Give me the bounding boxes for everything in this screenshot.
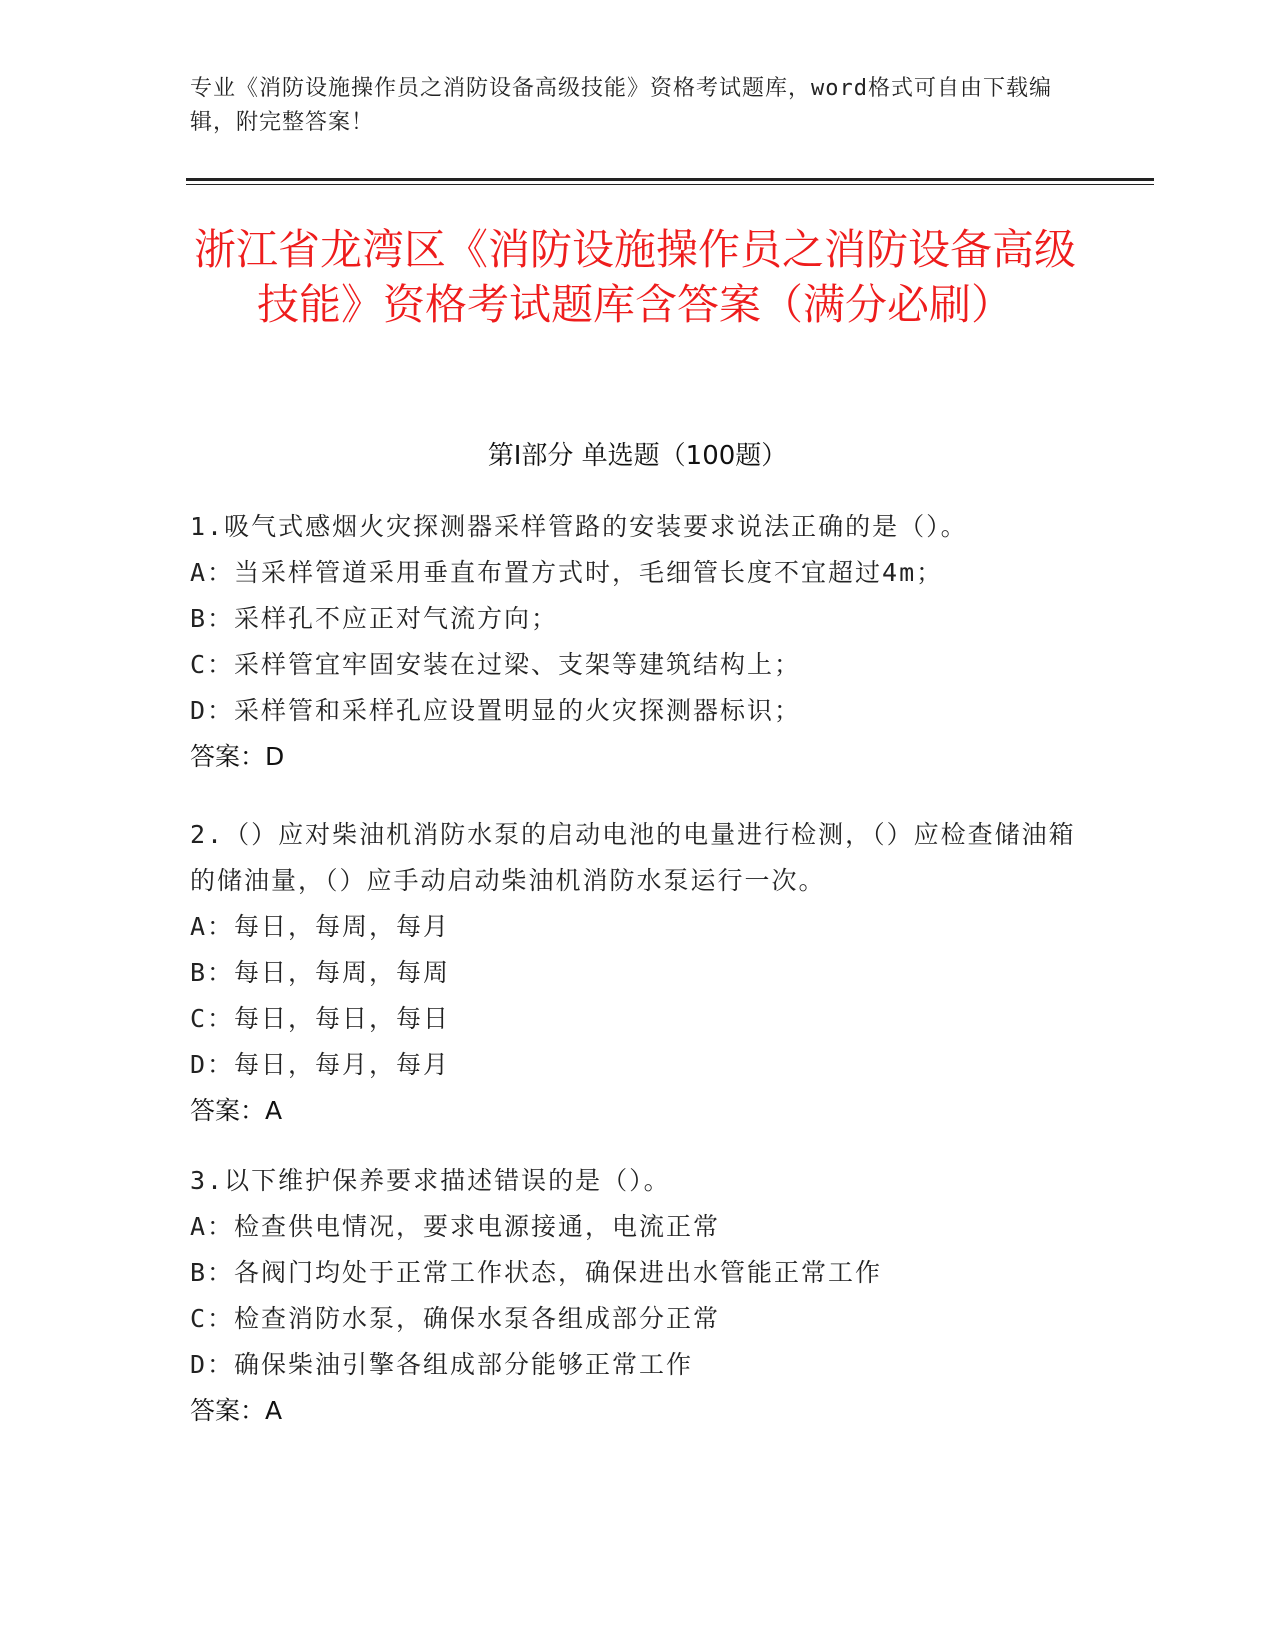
option-b: B：采样孔不应正对气流方向； xyxy=(190,604,559,633)
header-note: 专业《消防设施操作员之消防设备高级技能》资格考试题库，word格式可自由下载编辑，附完整答案！ xyxy=(190,76,1052,135)
question-1 xyxy=(190,504,1090,780)
header-divider-thin xyxy=(186,184,1154,185)
option-b: B：每日，每周，每周 xyxy=(190,958,451,987)
header-divider-thick xyxy=(186,178,1154,181)
answer: 答案：A xyxy=(190,1096,283,1125)
option-a: A：当采样管道采用垂直布置方式时，毛细管长度不宜超过4m； xyxy=(190,558,944,587)
answer: 答案：D xyxy=(190,742,285,771)
option-a: A：每日，每周，每月 xyxy=(190,912,451,941)
section-title: 第Ⅰ部分 单选题（100题） xyxy=(487,441,788,471)
answer: 答案：A xyxy=(190,1396,283,1425)
question-stem: 1.吸气式感烟火灾探测器采样管路的安装要求说法正确的是（）。 xyxy=(190,512,968,541)
document-title: 浙江省龙湾区《消防设施操作员之消防设备高级技能》资格考试题库含答案（满分必刷） xyxy=(193,225,1076,329)
option-b: B：各阀门均处于正常工作状态，确保进出水管能正常工作 xyxy=(190,1258,883,1287)
option-d: D：确保柴油引擎各组成部分能够正常工作 xyxy=(190,1350,694,1379)
option-c: C：采样管宜牢固安装在过梁、支架等建筑结构上； xyxy=(190,650,802,679)
question-stem: 2.（）应对柴油机消防水泵的启动电池的电量进行检测，（）应检查储油箱的储油量，（）应手动启动柴油机消防水泵运行一次。 xyxy=(190,820,1076,895)
option-a: A：检查供电情况，要求电源接通，电流正常 xyxy=(190,1212,721,1241)
question-2 xyxy=(190,812,1090,1134)
question-stem: 3.以下维护保养要求描述错误的是（）。 xyxy=(190,1166,671,1195)
option-c: C：每日，每日，每日 xyxy=(190,1004,451,1033)
option-c: C：检查消防水泵，确保水泵各组成部分正常 xyxy=(190,1304,721,1333)
option-d: D：采样管和采样孔应设置明显的火灾探测器标识； xyxy=(190,696,802,725)
option-d: D：每日，每月，每月 xyxy=(190,1050,451,1079)
question-3 xyxy=(190,1158,1090,1434)
